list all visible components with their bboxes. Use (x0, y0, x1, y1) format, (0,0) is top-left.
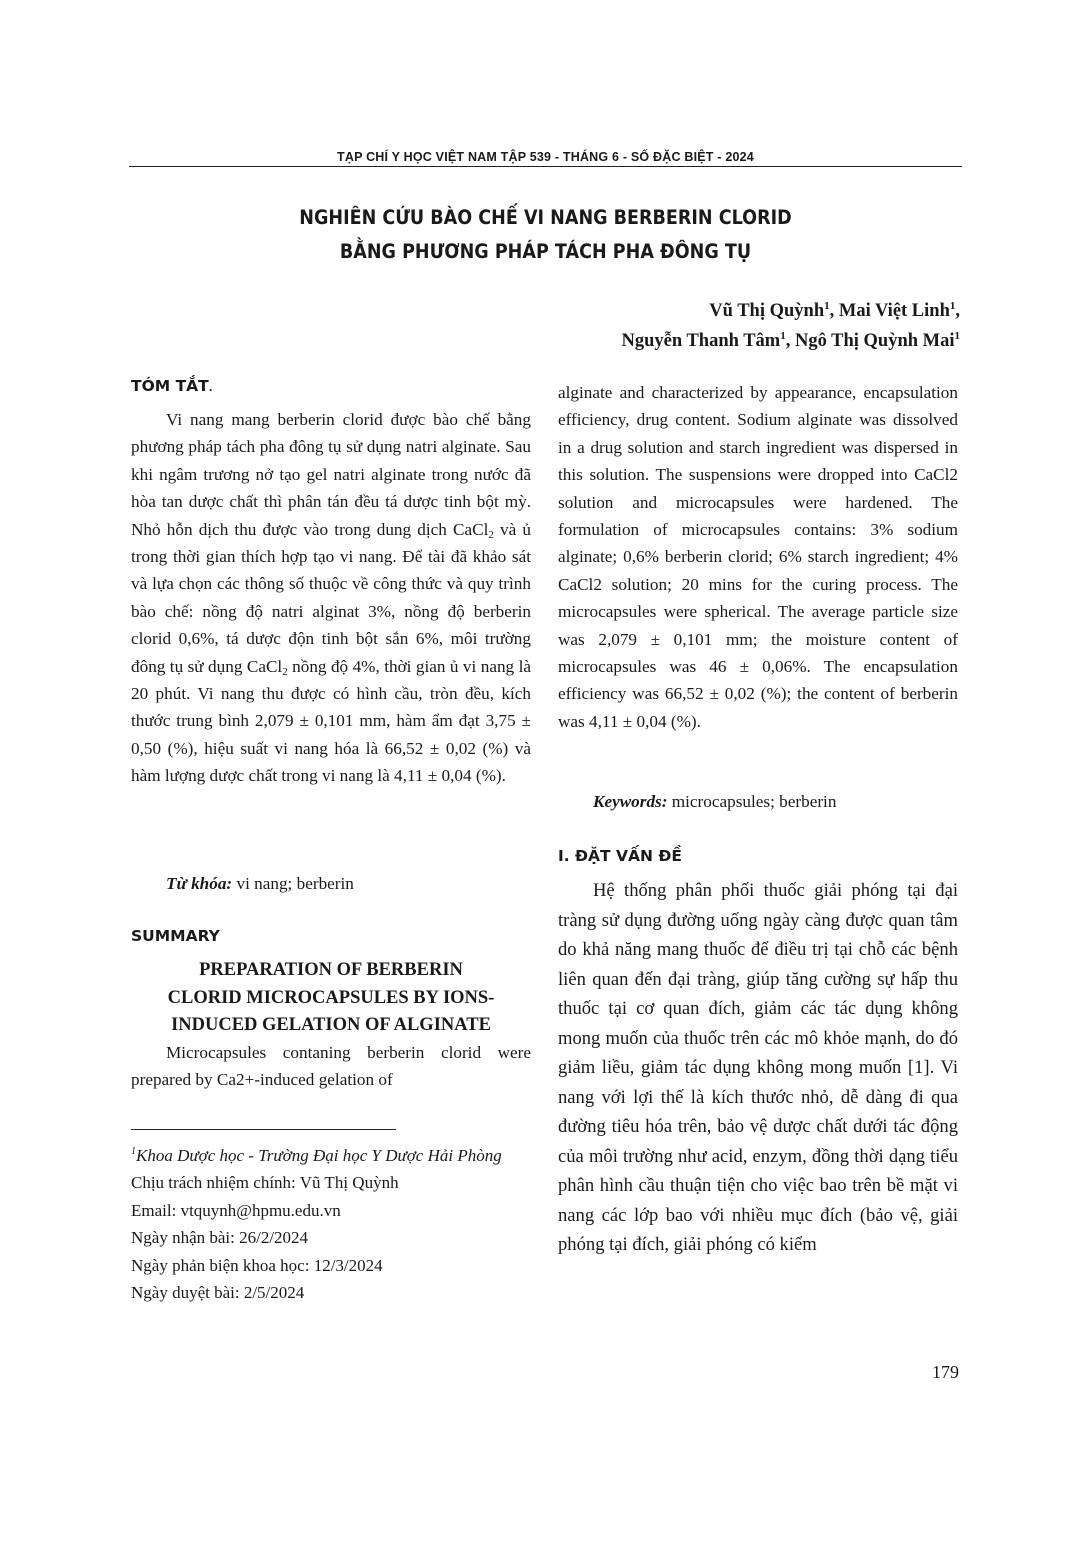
abstract-text-part: và ủ trong thời gian thích hợp tạo vi nang. Để tài đã khảo sát và lựa chọn các thông số thuộc về công thức và quy trình bào chế: nồng độ natri alginat 3%, nồng độ berberin clorid 0,6%, tá dược độn tinh bột sắn 6%, môi trường đông tụ sử dụng CaCl (131, 519, 531, 676)
affiliation-mark: 1 (949, 300, 956, 312)
author-name: Mai Việt Linh (838, 301, 950, 321)
english-title-line: INDUCED GELATION OF ALGINATE (171, 1015, 491, 1035)
accepted-date: Ngày duyệt bài: 2/5/2024 (131, 1283, 305, 1303)
authors-line-2: Nguyễn Thanh Tâm$^1$, Ngô Thị Quỳnh Mai$^1$ (621, 330, 960, 351)
english-title (131, 957, 531, 1040)
footnotes (131, 1142, 531, 1306)
keywords-label: Từ khóa: (166, 874, 233, 893)
section-intro-text: Hệ thống phân phối thuốc giải phóng tại đại tràng sử dụng đường uống ngày càng được quan tâm do khả năng mang thuốc để điều trị tại chỗ các bệnh liên quan đến đại tràng, giúp tăng cường sự hấp thu thuốc tại cơ quan đích, giảm các tác dụng không mong muốn của thuốc trên các mô khỏe mạnh, do đó giảm liều, giảm tác dụng không mong muốn [1]. Vi nang với lợi thế là kích thước nhỏ, dễ dàng đi qua đường tiêu hóa trên, bảo vệ dược chất dưới tác động của môi trường như acid, enzym, đồng thời dạng tiểu phân hình cầu thuận tiện cho việc bao trên bề mặt vi nang các lớp bao với nhiều mục đích (bảo vệ, giải phóng tại đích, giải phóng có kiểm (558, 880, 958, 1255)
journal-header: TẠP CHÍ Y HỌC VIỆT NAM TẬP 539 - THÁNG 6 - SỐ ĐẶC BIỆT - 2024 (337, 150, 754, 164)
abstract-text-part: nồng độ 4%, thời gian ủ vi nang là 20 phút. Vi nang thu được có hình cầu, tròn đều, kích thước trung bình 2,079 ± 0,101 mm, hàm ẩm đạt 3,75 ± 0,50 (%), hiệu suất vi nang hóa là 66,52 ± 0,02 (%) và hàm lượng dược chất trong vi nang là 4,11 ± 0,04 (%). (131, 656, 531, 786)
title-line-2: BẰNG PHƯƠNG PHÁP TÁCH PHA ĐÔNG TỤ (339, 240, 752, 263)
summary-heading: SUMMARY (131, 927, 220, 945)
page-number: 179 (932, 1362, 959, 1382)
affiliation-mark: 1 (954, 330, 960, 342)
received-date: Ngày nhận bài: 26/2/2024 (131, 1228, 309, 1248)
affiliation-text: Khoa Dược học - Trường Đại học Y Dược Hải Phòng (136, 1146, 502, 1165)
keywords-vi (166, 874, 354, 894)
abstract-heading-text: TÓM TẮT (131, 377, 209, 395)
footnote-divider (131, 1129, 396, 1130)
english-title-line: PREPARATION OF BERBERIN (199, 960, 463, 980)
author-name: Vũ Thị Quỳnh (709, 301, 825, 321)
abstract-text-part: Vi nang mang berberin clorid được bào chế bằng phương pháp tách pha đông tụ sử dụng natri alginate. Sau khi ngâm trương nở tạo gel natri alginate trong nước đã hòa tan dược chất thì phân tán đều tá dược tinh bột mỳ. Nhỏ hỗn dịch thu được vào trong dung dịch CaCl (131, 410, 531, 539)
summary-text-right: alginate and characterized by appearance, encapsulation efficiency, drug content. Sodium alginate was dissolved in a drug solution and starch ingredient was dispersed in this solution. The suspensions were dropped into CaCl2 solution and microcapsules were hardened. The formulation of microcapsules contains: 3% sodium alginate; 0,6% berberin clorid; 6% starch ingredient; 4% CaCl2 solution; 20 mins for the curing process. The microcapsules were spherical. The average particle size was 2,079 ± 0,101 mm; the moisture content of microcapsules was 46 ± 0,06%. The encapsulation efficiency was 66,52 ± 0,02 (%); the content of berberin was 4,11 ± 0,04 (%). (558, 383, 958, 731)
email: Email: vtquynh@hpmu.edu.vn (131, 1200, 341, 1220)
affiliation-mark: 1 (780, 330, 786, 342)
corresponding-author: Chịu trách nhiệm chính: Vũ Thị Quỳnh (131, 1173, 399, 1193)
author-name: Ngô Thị Quỳnh Mai (794, 331, 955, 351)
keywords-en (593, 792, 836, 812)
keywords-label: Keywords: (593, 792, 668, 811)
abstract-heading (131, 377, 213, 395)
abstract-heading-dot: . (208, 383, 213, 394)
affiliation-mark: 1 (824, 300, 830, 312)
keywords-values: vi nang; berberin (232, 874, 354, 893)
summary-text-left: Microcapsules contaning berberin clorid were prepared by Ca2+-induced gelation of (131, 1043, 531, 1090)
subscript: 2 (488, 528, 494, 541)
review-date: Ngày phản biện khoa học: 12/3/2024 (131, 1255, 383, 1275)
subscript: 2 (282, 665, 288, 678)
english-title-line: CLORID MICROCAPSULES BY IONS- (167, 987, 495, 1008)
affiliation-note (131, 1142, 531, 1169)
section-heading: I. ĐẶT VẤN ĐỀ (558, 847, 682, 865)
article-title (171, 201, 921, 269)
abstract-vi-text (131, 406, 531, 790)
keywords-values: microcapsules; berberin (667, 792, 837, 811)
affiliation-mark: 1 (131, 1146, 136, 1157)
authors-line-1: Vũ Thị Quỳnh$^1$, Mai Việt Linh$^1$, (709, 300, 960, 321)
author-name: Nguyễn Thanh Tâm (621, 331, 781, 351)
header-divider (129, 166, 962, 167)
title-line-1: NGHIÊN CỨU BÀO CHẾ VI NANG BERBERIN CLORID (299, 206, 792, 229)
author-list (622, 296, 960, 356)
